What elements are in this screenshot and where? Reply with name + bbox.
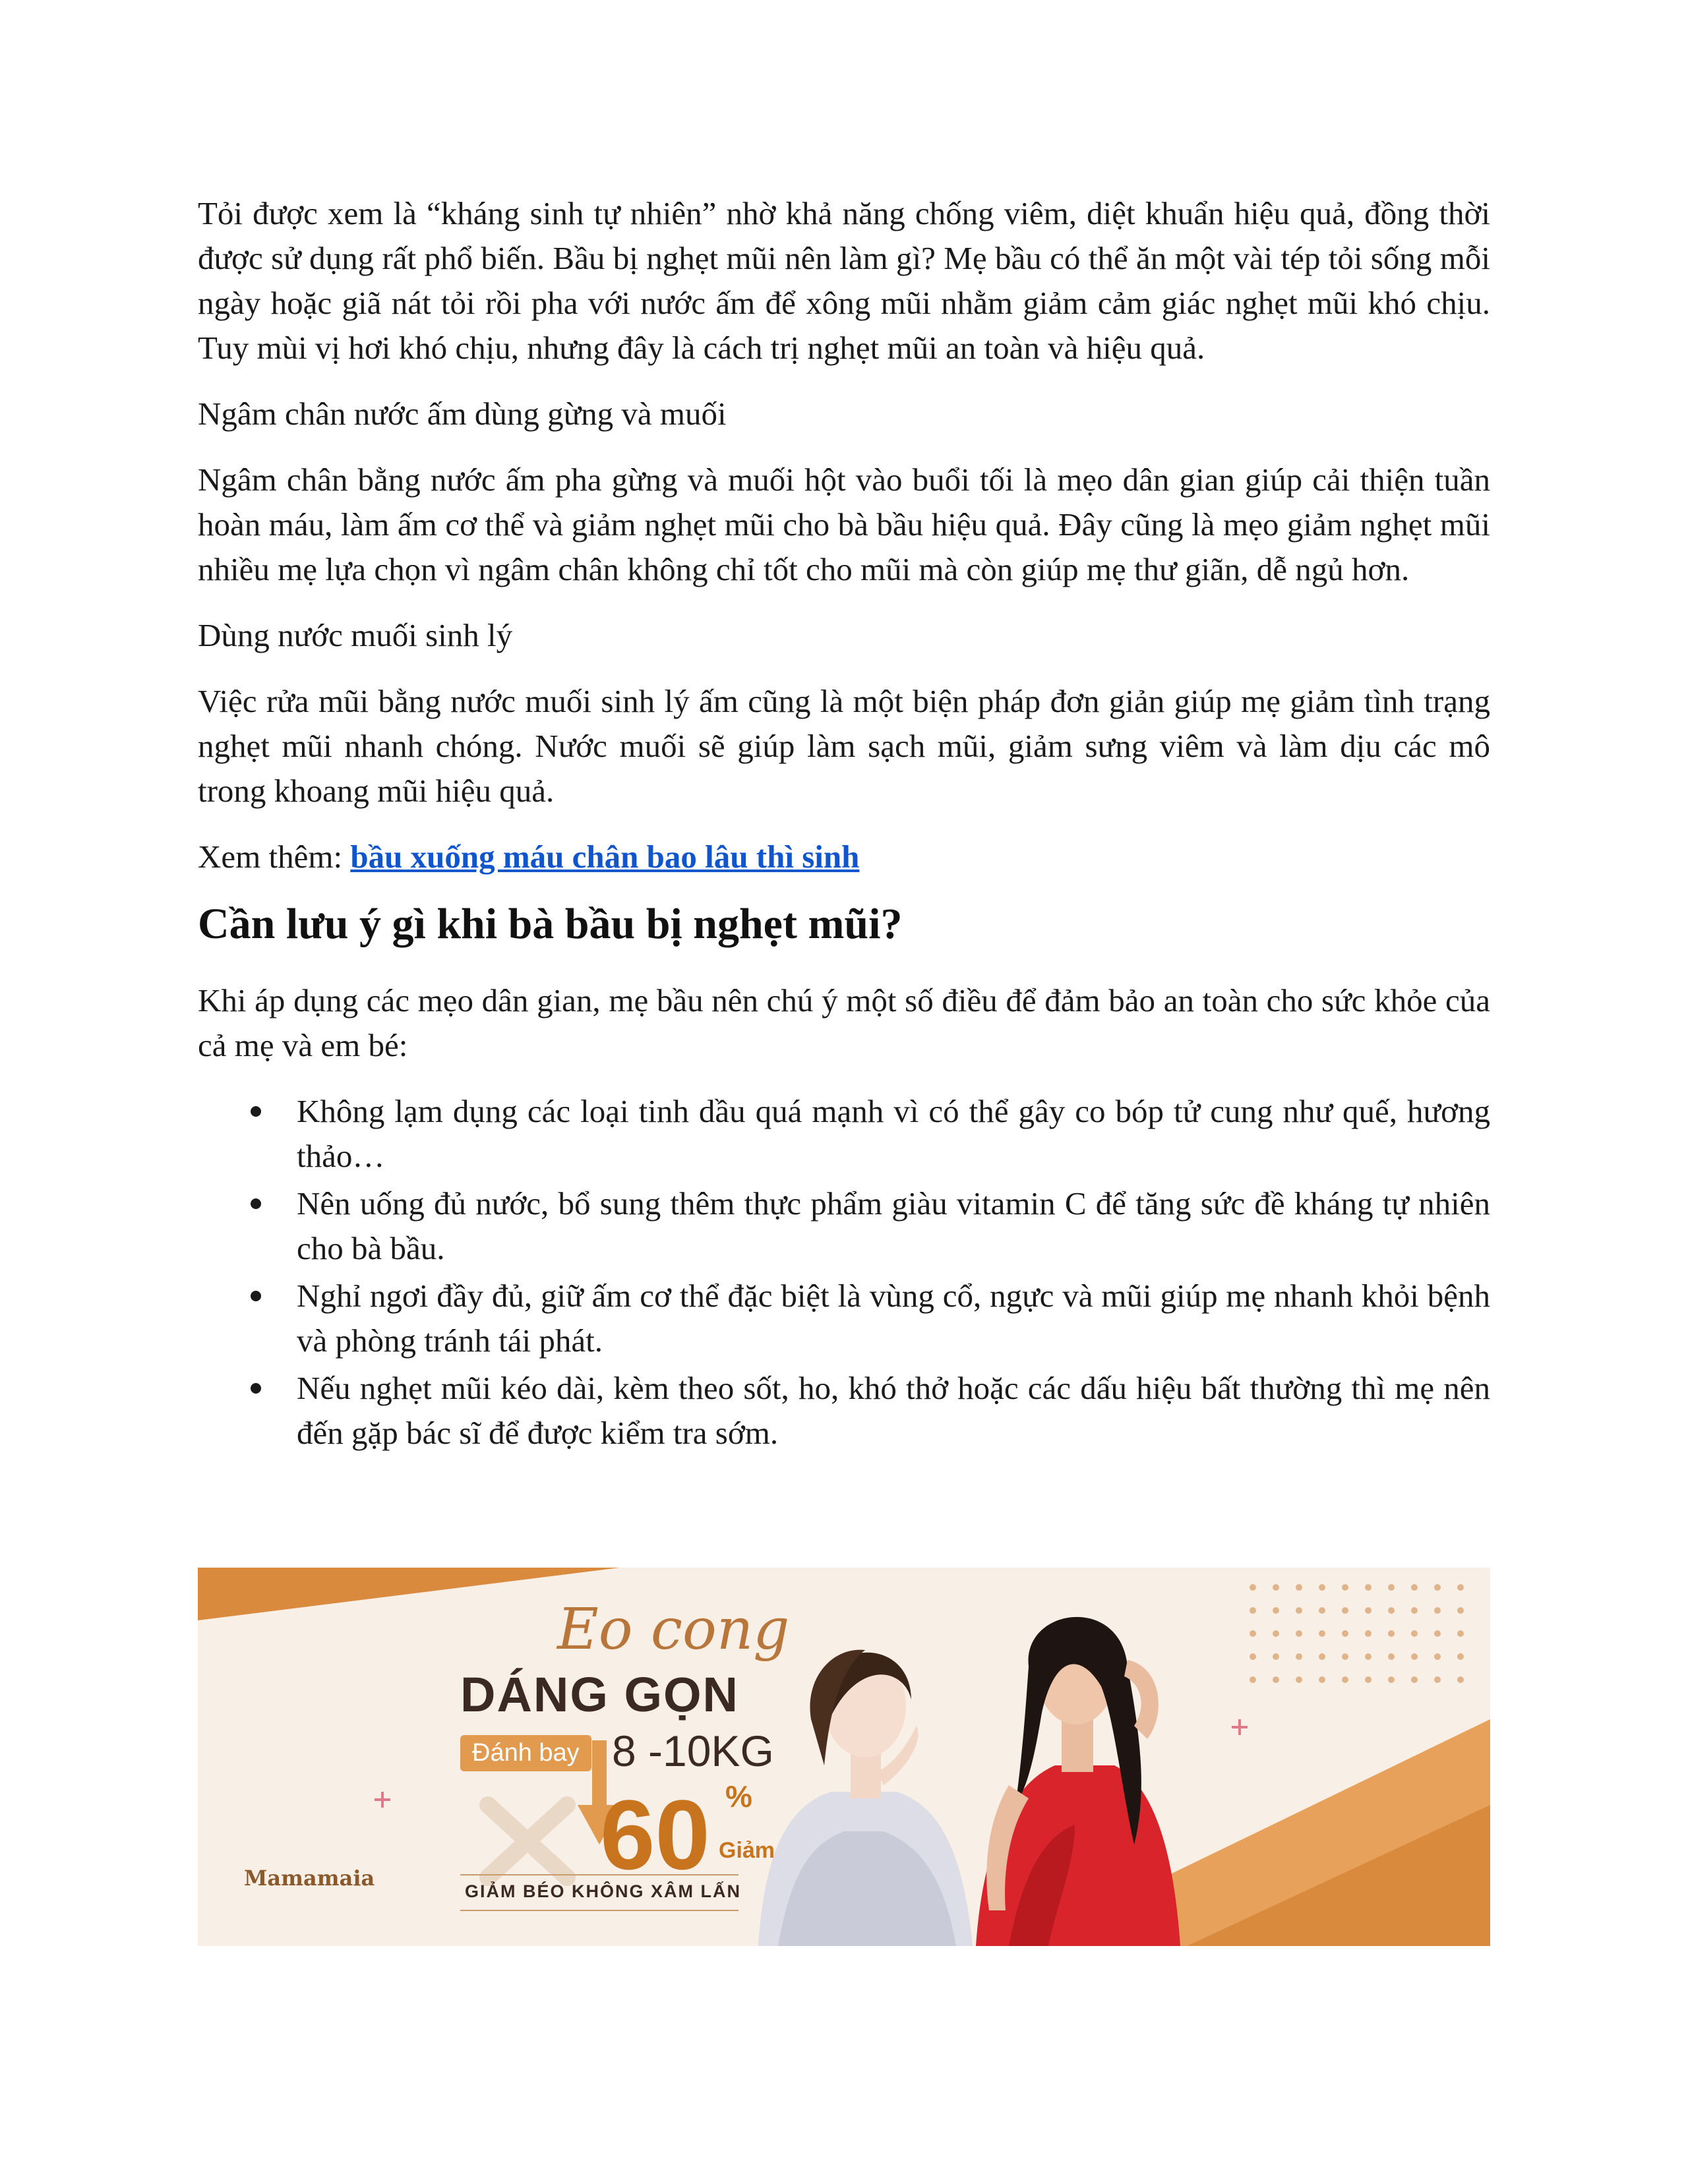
list-item-text: Nghỉ ngơi đầy đủ, giữ ấm cơ thể đặc biệt là vùng cổ, ngực và mũi giúp mẹ nhanh khỏi bệnh và phòng tránh tái phát. — [297, 1278, 1490, 1359]
banner-artwork — [198, 1568, 1490, 1946]
bullet-icon — [251, 1383, 261, 1394]
saline-subheading: Dùng nước muối sinh lý — [198, 617, 513, 653]
faint-x-icon — [488, 1805, 567, 1877]
banner-discount-word: Giảm — [719, 1838, 775, 1863]
list-item-text: Không lạm dụng các loại tinh dầu quá mạnh vì có thể gây co bóp tử cung như quế, hương thảo… — [297, 1093, 1490, 1174]
section-heading: Cần lưu ý gì khi bà bầu bị nghẹt mũi? — [198, 900, 903, 948]
dot-pattern-icon — [1250, 1584, 1464, 1683]
ad-banner[interactable] — [198, 1568, 1490, 1946]
saline-paragraph: Việc rửa mũi bằng nước muối sinh lý ấm cũng là một biện pháp đơn giản giúp mẹ giảm tình trạng nghẹt mũi nhanh chóng. Nước muối sẽ giúp làm sạch mũi, giảm sưng viêm và làm dịu các mô trong khoang mũi hiệu quả. — [198, 683, 1490, 809]
banner-discount: 60 — [600, 1779, 710, 1890]
footsoak-paragraph: Ngâm chân bằng nước ấm pha gừng và muối hột vào buổi tối là mẹo dân gian giúp cải thiện tuần hoàn máu, làm ấm cơ thể và giảm nghẹt mũi cho bà bầu hiệu quả. Đây cũng là mẹo giảm nghẹt mũi nhiều mẹ lựa chọn vì ngâm chân không chỉ tốt cho mũi mà còn giúp mẹ thư giãn, dễ ngủ hơn. — [198, 461, 1490, 587]
banner-percent: % — [725, 1779, 752, 1814]
bullet-icon — [251, 1198, 261, 1209]
list-item-text: Nếu nghẹt mũi kéo dài, kèm theo sốt, ho, khó thở hoặc các dấu hiệu bất thường thì mẹ nên đến gặp bác sĩ để được kiểm tra sớm. — [297, 1370, 1490, 1451]
banner-weight: 8 -10KG — [612, 1727, 774, 1775]
list-item — [297, 1366, 1490, 1456]
list-item-text: Nên uống đủ nước, bổ sung thêm thực phẩm giàu vitamin C để tăng sức đề kháng tự nhiên cho bà bầu. — [297, 1185, 1490, 1266]
brand-logo: Mamamaia — [244, 1866, 375, 1891]
see-more-label: Xem thêm: — [198, 839, 351, 875]
banner-headline: DÁNG GỌN — [460, 1667, 739, 1722]
list-item — [297, 1181, 1490, 1271]
section-intro: Khi áp dụng các mẹo dân gian, mẹ bầu nên chú ý một số điều để đảm bảo an toàn cho sức khỏe của cả mẹ và em bé: — [198, 982, 1490, 1063]
garlic-paragraph: Tỏi được xem là “kháng sinh tự nhiên” nhờ khả năng chống viêm, diệt khuẩn hiệu quả, đồng thời được sử dụng rất phổ biến. Bầu bị nghẹt mũi nên làm gì? Mẹ bầu có thể ăn một vài tép tỏi sống mỗi ngày hoặc giã nát tỏi rồi pha với nước ấm để xông mũi nhằm giảm cảm giác nghẹt mũi khó chịu. Tuy mùi vị hơi khó chịu, nhưng đây là cách trị nghẹt mũi an toàn và hiệu quả. — [198, 195, 1490, 366]
list-item — [297, 1274, 1490, 1363]
see-more-link[interactable]: bầu xuống máu chân bao lâu thì sinh — [350, 839, 860, 875]
document-body — [198, 191, 1490, 1482]
model-white-gown — [758, 1650, 973, 1946]
notes-list — [198, 1089, 1490, 1456]
bullet-icon — [251, 1291, 261, 1301]
footsoak-subheading: Ngâm chân nước ấm dùng gừng và muối — [198, 396, 727, 432]
banner-corner-band — [198, 1568, 620, 1620]
list-item — [297, 1089, 1490, 1179]
model-red-dress — [976, 1617, 1180, 1946]
banner-script-title: Eo cong — [557, 1597, 790, 1663]
bullet-icon — [251, 1106, 261, 1117]
banner-badge: Đánh bay — [460, 1735, 591, 1771]
banner-tagline: GIẢM BÉO KHÔNG XÂM LẤN — [465, 1881, 741, 1901]
see-more-line — [198, 835, 1490, 879]
